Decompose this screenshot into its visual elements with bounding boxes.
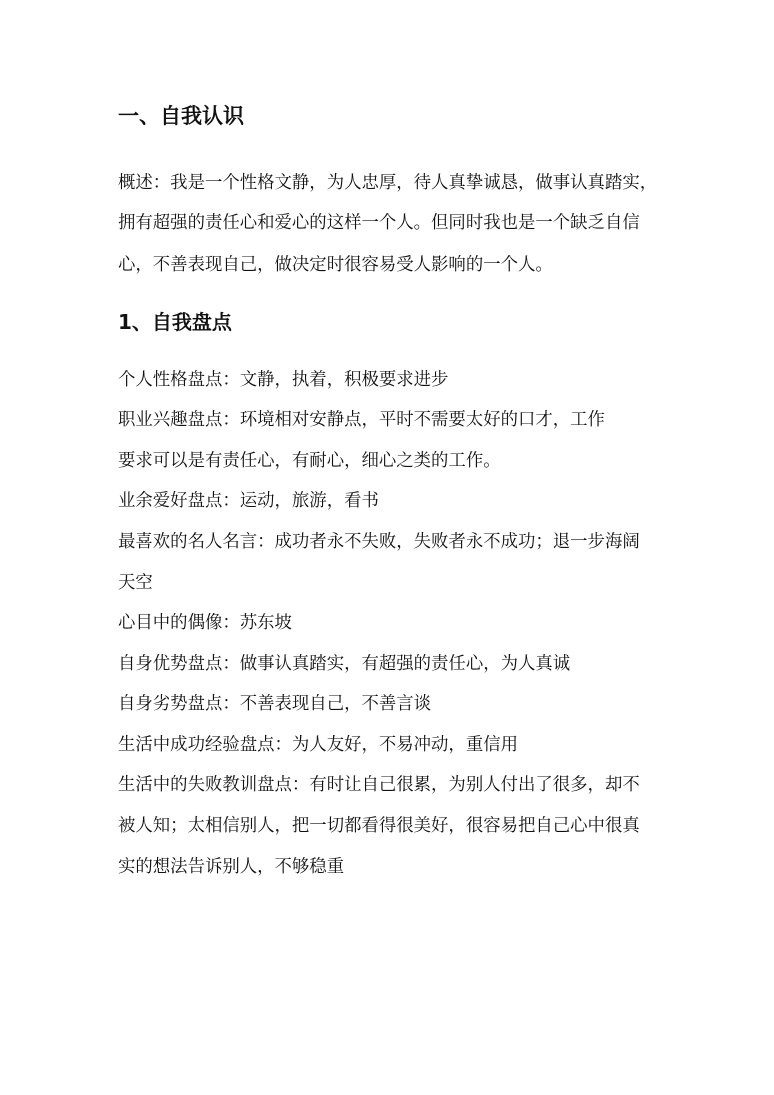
failure-line-2: 被人知；太相信别人，把一切都看得很美好，很容易把自己心中很真 bbox=[118, 816, 640, 836]
failure-line-3: 实的想法告诉别人，不够稳重 bbox=[118, 857, 345, 877]
career-interest-line-2: 要求可以是有责任心，有耐心，细心之类的工作。 bbox=[118, 451, 501, 471]
success-line: 生活中成功经验盘点：为人友好，不易冲动，重信用 bbox=[118, 735, 518, 755]
weakness-line: 自身劣势盘点：不善表现自己，不善言谈 bbox=[118, 694, 432, 714]
strength-line: 自身优势盘点：做事认真踏实，有超强的责任心，为人真诚 bbox=[118, 654, 571, 674]
subsection-heading: 1、自我盘点 bbox=[118, 310, 232, 334]
quote-line-1: 最喜欢的名人名言：成功者永不失败，失败者永不成功；退一步海阔 bbox=[118, 532, 640, 552]
career-interest-line-1: 职业兴趣盘点：环境相对安静点，平时不需要太好的口才，工作 bbox=[118, 410, 605, 430]
idol-line: 心目中的偶像：苏东坡 bbox=[118, 613, 292, 633]
overview-line-1: 概述：我是一个性格文静，为人忠厚，待人真挚诚恳，做事认真踏实， bbox=[118, 173, 658, 193]
failure-line-1: 生活中的失败教训盘点：有时让自己很累，为别人付出了很多，却不 bbox=[118, 775, 640, 795]
quote-line-2: 天空 bbox=[118, 573, 153, 593]
hobby-line: 业余爱好盘点：运动，旅游，看书 bbox=[118, 491, 379, 511]
overview-line-3: 心，不善表现自己，做决定时很容易受人影响的一个人。 bbox=[118, 255, 553, 275]
section-heading: 一、自我认识 bbox=[118, 104, 244, 128]
overview-line-2: 拥有超强的责任心和爱心的这样一个人。但同时我也是一个缺乏自信 bbox=[118, 213, 640, 233]
personality-line: 个人性格盘点：文静，执着，积极要求进步 bbox=[118, 370, 449, 390]
